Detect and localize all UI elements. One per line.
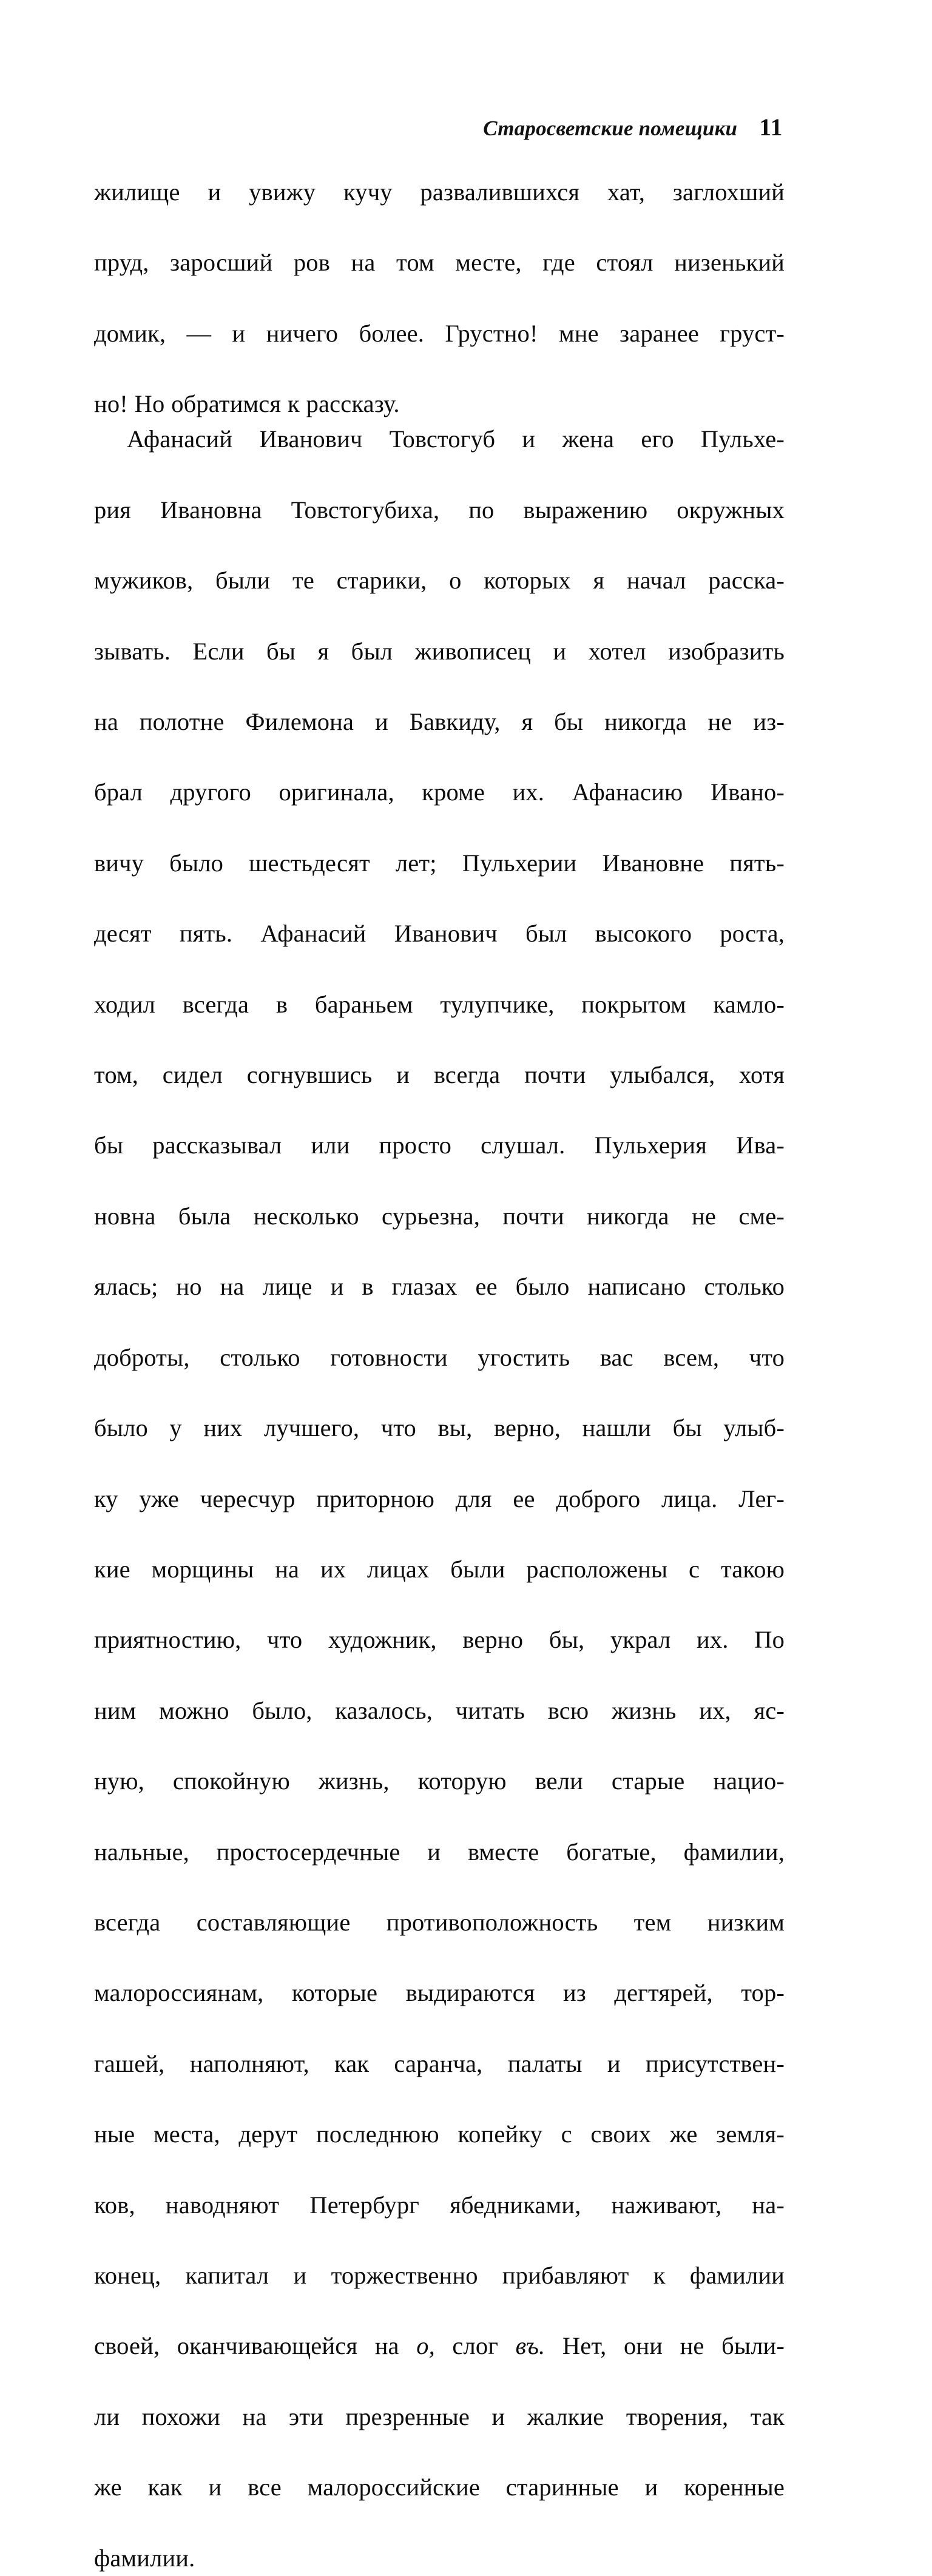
text-line: ные места, дерут последнюю копейку с своих же земля-	[94, 2120, 785, 2148]
text-line: рия Ивановна Товстогубиха, по выражению окружных	[94, 496, 785, 524]
line-segment-plain: слог	[434, 2332, 516, 2360]
italic-word-vyer: въ.	[515, 2332, 545, 2360]
paragraph-1-lines	[94, 175, 785, 422]
text-line: том, сидел согнувшись и всегда почти улыбался, хотя	[94, 1061, 785, 1089]
text-line: ним можно было, казалось, читать всю жизнь их, яс-	[94, 1696, 785, 1724]
page-number: 11	[759, 113, 783, 141]
text-line: малороссиянам, которые выдираются из дегтярей, тор-	[94, 1979, 785, 2007]
paragraph-1	[94, 175, 785, 422]
text-line: ков, наводняют Петербург ябедниками, наживают, на-	[94, 2191, 785, 2219]
text-line: жилище и увижу кучу развалившихся хат, заглохший	[94, 178, 785, 206]
text-line: новна была несколько сурьезна, почти никогда не сме-	[94, 1202, 785, 1230]
body-text-block	[94, 175, 785, 2576]
text-line: же как и все малороссийские старинные и коренные	[94, 2473, 785, 2501]
text-line: гашей, наполняют, как саранча, палаты и присутствен-	[94, 2049, 785, 2077]
text-line: ку уже чересчур приторною для ее доброго лица. Лег-	[94, 1485, 785, 1512]
running-header-book-title: Старосветские помещики	[483, 116, 738, 140]
text-line: кие морщины на их лицах были расположены с такою	[94, 1555, 785, 1583]
text-line: мужиков, были те старики, о которых я начал расска-	[94, 567, 785, 595]
line-segment-plain: Нет, они не были-	[545, 2332, 785, 2360]
text-line: доброты, столько готовности угостить вас всем, что	[94, 1343, 785, 1371]
text-line: ную, спокойную жизнь, которую вели старые нацио-	[94, 1767, 785, 1795]
text-line: ли похожи на эти презренные и жалкие творения, так	[94, 2402, 785, 2430]
text-line-with-italics	[94, 2328, 785, 2399]
text-line: домик, — и ничего более. Грустно! мне заранее груст-	[94, 319, 785, 347]
text-line: конец, капитал и торжественно прибавляют к фамилии	[94, 2261, 785, 2289]
text-line: приятностию, что художник, верно бы, украл их. По	[94, 1626, 785, 1654]
text-line: всегда составляющие противоположность тем низким	[94, 1908, 785, 1936]
italic-word-o: о,	[416, 2332, 435, 2360]
paragraph-2-lines	[94, 422, 785, 2575]
text-line: фамилии.	[94, 2544, 195, 2572]
text-line: Афанасий Иванович Товстогуб и жена его Пульхе-	[127, 425, 785, 453]
running-header	[94, 113, 783, 147]
text-line: ходил всегда в бараньем тулупчике, покрытом камло-	[94, 990, 785, 1018]
text-line: нальные, простосердечные и вместе богатые, фамилии,	[94, 1838, 785, 1866]
text-line: пруд, заросший ров на том месте, где стоял низенький	[94, 249, 785, 277]
text-line: десят пять. Афанасий Иванович был высокого роста,	[94, 920, 785, 948]
line-segment-plain: своей, оканчивающейся на	[94, 2332, 417, 2360]
text-line: бы рассказывал или просто слушал. Пульхерия Ива-	[94, 1131, 785, 1159]
text-line: на полотне Филемона и Бавкиду, я бы никогда не из-	[94, 708, 785, 736]
text-line: но! Но обратимся к рассказу.	[94, 390, 400, 418]
paragraph-2	[94, 422, 785, 2575]
text-line: вичу было шестьдесят лет; Пульхерии Ивановне пять-	[94, 849, 785, 877]
text-line: брал другого оригинала, кроме их. Афанасию Ивано-	[94, 778, 785, 806]
text-line: было у них лучшего, что вы, верно, нашли бы улыб-	[94, 1414, 785, 1442]
text-line: зывать. Если бы я был живописец и хотел изобразить	[94, 637, 785, 665]
text-line: ялась; но на лице и в глазах ее было написано столько	[94, 1273, 785, 1301]
